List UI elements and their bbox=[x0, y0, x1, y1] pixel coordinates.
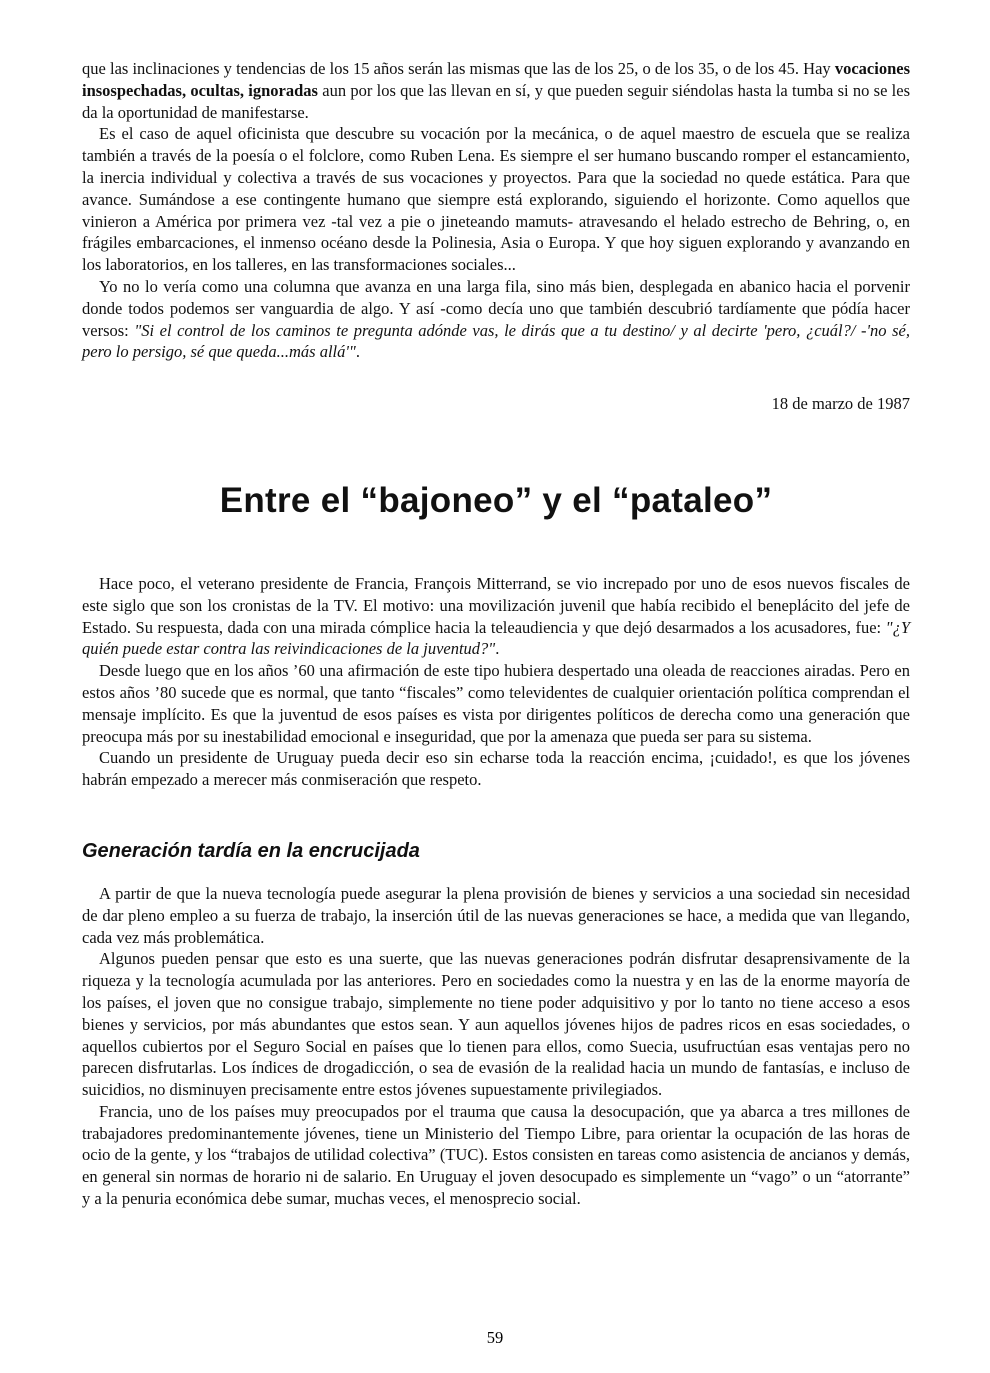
paragraph-text: aun por los que las llevan en sí, y que pueden seguir siéndolas hasta la tumba si no se les da la oportunidad de manifestarse. bbox=[82, 80, 911, 122]
bold-emphasis: vocaciones insospechadas, ocultas, ignoradas bbox=[82, 59, 910, 100]
paragraph-text: . bbox=[495, 639, 500, 659]
italic-quote: "¿Y quién puede estar contra las reivindicaciones de la juventud?" bbox=[82, 617, 910, 659]
page-body bbox=[82, 58, 910, 1210]
paragraph bbox=[82, 573, 910, 660]
paragraph bbox=[82, 276, 910, 363]
paragraph: Cuando un presidente de Uruguay pueda decir eso sin echarse toda la reacción encima, ¡cuidado!, es que los jóvenes habrán empezado a merecer más conmiseración que respeto. bbox=[82, 748, 910, 790]
paragraph-text: . bbox=[355, 342, 360, 362]
paragraph: Algunos pueden pensar que esto es una suerte, que las nuevas generaciones podrán disfrutar desaprensivamente de la riqueza y la tecnología acumulada por las anteriores. Pero en sociedades como la nuestra y en las de la enorme mayoría de los países, el joven que no consigue trabajo, simplemente no tiene poder adquisitivo y por lo tanto no tiene acceso a esos bienes y servicios, por más abundantes que estos sean. Y aun aquellos jóvenes hijos de padres ricos en esas sociedades, o aquellos cubiertos por el Seguro Social en países que lo tienen para ellos, como Suecia, usufructúan esas ventajas pero no parecen disfrutarlas. Los índices de drogadicción, o sea de evasión de la realidad hacia un mundo de fantasías, e incluso de suicidios, no disminuyen precisamente entre estos jóvenes supuestamente privilegiados. bbox=[82, 949, 910, 1100]
paragraph-text: Hace poco, el veterano presidente de Francia, François Mitterrand, se vio increpado por uno de esos nuevos fiscales de este siglo que son los cronistas de la TV. El motivo: una movilización juvenil que había recibido el beneplácito del jefe de Estado. Su respuesta, dada con una mirada cómplice hacia la teleaudiencia y que dejó desarmados a los acusadores, fue: bbox=[82, 573, 910, 637]
page-number: 59 bbox=[486, 1328, 504, 1347]
paragraph: Desde luego que en los años ’60 una afirmación de este tipo hubiera despertado una oleada de reacciones airadas. Pero en estos años ’80 sucede que es normal, que tanto “fiscales” como televidentes de cualquier orientación política comprendan el mensaje implícito. Es que la juventud de esos países es vista por dirigentes políticos de derecha como una generación que preocupa más por su inestabilidad emocional e inseguridad, que por la amenaza que pueda ser para su sistema. bbox=[82, 661, 910, 746]
paragraph-text: que las inclinaciones y tendencias de los 15 años serán las mismas que las de los 25, o de los 35, o de los 45. Hay bbox=[82, 59, 835, 78]
paragraph: Francia, uno de los países muy preocupados por el trauma que causa la desocupación, que ya abarca a tres millones de trabajadores predominantemente jóvenes, tiene un Ministerio del Tiempo Libre, para orientar la ocupación de las horas de ocio de la gente, y los “trabajos de utilidad colectiva” (TUC). Estos consisten en tareas como asistencia de ancianos y demás, en general sin normas de horario ni de salario. En Uruguay el joven desocupado es simplemente un “vago” o un “atorrante” y a la penuria económica debe sumar, muchas veces, el menosprecio social. bbox=[82, 1101, 910, 1209]
paragraph bbox=[82, 58, 910, 123]
article-title: Entre el “bajoneo” y el “pataleo” bbox=[219, 480, 773, 520]
italic-quote: "Si el control de los caminos te pregunta adónde vas, le dirás que a tu destino/ y al decirte 'pero, ¿cuál?/ -'no sé, pero lo persigo, sé que queda...más allá'" bbox=[82, 320, 910, 362]
paragraph: Es el caso de aquel oficinista que descubre su vocación por la mecánica, o de aquel maestro de escuela que se realiza también a través de la poesía o el folclore, como Ruben Lena. Es siempre el ser humano buscando romper el estancamiento, la inercia individual y colectiva a través de sus vocaciones y proyectos. Para que la sociedad no quede estática. Para que avance. Sumándose a ese contingente humano que siempre está explorando, siguiendo el horizonte. Como aquellos que vinieron a América por primera vez -tal vez a pie o jineteando mamuts- atravesando el helado estrecho de Behring, o, en frágiles embarcaciones, el inmenso océano desde la Polinesia, Asia o Europa. Y que hoy siguen explorando y avanzando en los laboratorios, en los talleres, en las transformaciones sociales... bbox=[82, 124, 910, 275]
section-heading: Generación tardía en la encrucijada bbox=[82, 839, 420, 862]
paragraph: A partir de que la nueva tecnología puede asegurar la plena provisión de bienes y servicios a una sociedad sin necesidad de dar pleno empleo a su fuerza de trabajo, la inserción útil de las nuevas generaciones se hace, a medida que van llegando, cada vez más problemática. bbox=[82, 883, 910, 947]
paragraph-text: Yo no lo vería como una columna que avanza en una larga fila, sino más bien, desplegada en abanico hacia el porvenir donde todos podemos ser vanguardia de algo. Y así -como decía uno que también descubrió tardíamente que pódía hacer versos: bbox=[82, 276, 910, 340]
article-date: 18 de marzo de 1987 bbox=[771, 394, 910, 414]
